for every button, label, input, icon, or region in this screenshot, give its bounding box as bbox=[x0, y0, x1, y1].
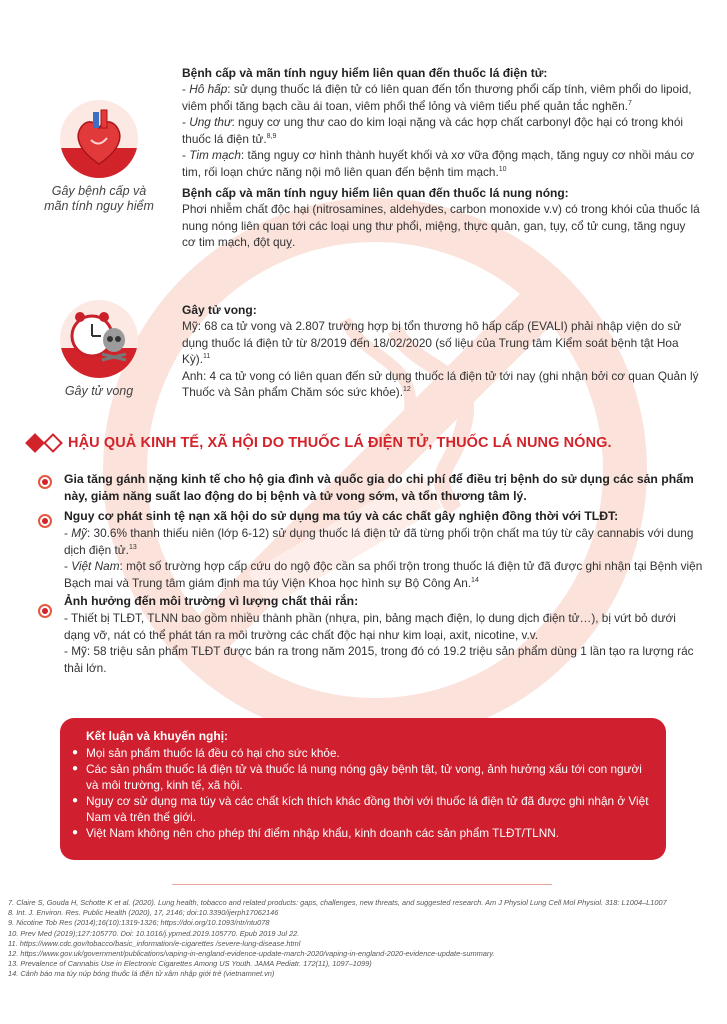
conclusion-item: ● Mọi sản phẩm thuốc lá đều có hại cho sức khỏe. bbox=[72, 745, 652, 761]
reference-item: 13. Prevalence of Cannabis Use in Electronic Cigarettes Among US Youth. JAMA Pediatr. 172(11), 1097–1099) bbox=[8, 959, 372, 969]
vn-cannabis-paragraph: - Việt Nam: một số trường hợp cấp cứu do ngộ độc cần sa phối trộn trong thuốc lá điện tử đã được ghi nhận tại Bệnh viện Bạch mai và Trung tâm giám định ma túy Viện Khoa học hình sự Bộ Công An.$^{14}$ bbox=[64, 559, 703, 590]
social-risk-heading: Nguy cơ phát sinh tệ nạn xã hội do sử dụng ma túy và các chất gây nghiện đồng thời với TLĐT: bbox=[64, 509, 619, 523]
device-waste-paragraph: - Thiết bị TLĐT, TLNN bao gồm nhiều thành phần (nhựa, pin, bảng mạch điện, lọ dung dịch điện tử…), bị vứt bỏ dưới dạng vỡ, nát có thể phát tán ra môi trường các chất độc hại như kim loại, axit, nicotine, v.v. bbox=[64, 611, 676, 642]
respiratory-paragraph: - Hô hấp: sử dụng thuốc lá điện tử có liên quan đến tổn thương phổi cấp tính, viêm phổi do lipoid, viêm phổi tăng bạch cầu ái toan, viêm phổi thể lỏng và viêm tiểu phế quản tắc nghẽn.$^7$ bbox=[182, 82, 692, 113]
bullet-icon bbox=[38, 604, 52, 618]
diamond-outline-icon bbox=[43, 433, 63, 453]
disease-section bbox=[182, 65, 700, 251]
bullet-icon bbox=[38, 475, 52, 489]
conclusion-item: ● Việt Nam không nên cho phép thí điểm nhập khẩu, kinh doanh các sản phẩm TLĐT/TLNN. bbox=[72, 825, 652, 841]
conclusion-list bbox=[72, 745, 652, 841]
environment-heading: Ảnh hưởng đến môi trường vì lượng chất thải rắn: bbox=[64, 594, 359, 608]
reference-item: 11. https://www.cdc.gov/tobacco/basic_information/e-cigarettes /severe-lung-disease.html bbox=[8, 938, 301, 948]
diamond-icon bbox=[25, 433, 45, 453]
conclusion-item: ● Nguy cơ sử dụng ma túy và các chất kích thích khác đồng thời với thuốc lá điện tử đã được ghi nhận ở Việt Nam và trên thế giới. bbox=[72, 793, 652, 825]
death-heading: Gây tử vong: bbox=[182, 303, 257, 317]
cancer-paragraph: - Ung thư: nguy cơ ung thư cao do kim loại nặng và các hợp chất carbonyl độc hại có trong khói thuốc lá điện tử.$^{8,9}$ bbox=[182, 115, 684, 146]
disease-icon-block bbox=[44, 100, 154, 214]
reference-item: 14. Cảnh báo ma túy núp bóng thuốc lá điện tử xâm nhập giới trẻ (vietnamnet.vn) bbox=[8, 969, 275, 979]
bullet-icon bbox=[38, 514, 52, 528]
us-death-paragraph: Mỹ: 68 ca tử vong và 2.807 trường hợp bị tổn thương hô hấp cấp (EVALI) phải nhập viện do sử dụng thuốc lá điện tử từ 8/2019 đến 18/02/2020 (số liệu của Trung tâm Kiểm soát bệnh tật Hoa Kỳ).$^{11}$ bbox=[182, 319, 682, 366]
death-caption: Gây tử vong bbox=[64, 384, 134, 398]
reference-item: 10. Prev Med (2019);127:105770. Doi: 10.1016/j.ypmed.2019.105770. Epub 2019 Jul 22. bbox=[8, 928, 300, 938]
references bbox=[8, 898, 708, 980]
economic-burden-item: Gia tăng gánh nặng kinh tế cho hộ gia đình và quốc gia do chi phí để điều trị bệnh do sử dụng các sản phẩm này, giảm năng suất lao động do bị bệnh và tử vong sớm, và tổn thương tâm lý. bbox=[64, 472, 694, 503]
reference-item: 7. Claire S, Gouda H, Schotte K et al. (2020). Lung health, tobacco and related products: gaps, challenges, new threats, and suggested research. Am J Physiol Lung Cell Mol Physiol. 318: L1004–L1007 bbox=[8, 898, 667, 907]
htp-disease-heading: Bệnh cấp và mãn tính nguy hiểm liên quan đến thuốc lá nung nóng: bbox=[182, 186, 569, 200]
consequences-section bbox=[64, 471, 704, 676]
conclusion-title: Kết luận và khuyến nghị: bbox=[86, 729, 229, 743]
cardio-paragraph: - Tim mạch: tăng nguy cơ hình thành huyết khối và xơ vữa động mạch, tăng nguy cơ nhồi máu cơ tim, rối loạn chức năng nội mô liên quan đến bệnh tim mạch.$^{10}$ bbox=[182, 148, 695, 179]
death-section bbox=[182, 302, 700, 401]
heart-icon bbox=[60, 100, 138, 178]
death-icon-block bbox=[44, 300, 154, 399]
ecig-disease-heading: Bệnh cấp và mãn tính nguy hiểm liên quan đến thuốc lá điện tử: bbox=[182, 66, 548, 80]
consequences-heading: HẬU QUẢ KINH TẾ, XÃ HỘI DO THUỐC LÁ ĐIỆN TỬ, THUỐC LÁ NUNG NÓNG. bbox=[28, 431, 707, 455]
us-waste-paragraph: - Mỹ: 58 triệu sản phẩm TLĐT được bán ra trong năm 2015, trong đó có 19.2 triệu sản phẩm dùng 1 lần tạo ra lượng rác thải lớn. bbox=[64, 644, 694, 675]
conclusion-item: ● Các sản phẩm thuốc lá điện tử và thuốc lá nung nóng gây bệnh tật, tử vong, ảnh hưởng xấu tới con người và môi trường, kinh tế, xã hội. bbox=[72, 761, 652, 793]
us-cannabis-paragraph: - Mỹ: 30.6% thanh thiếu niên (lớp 6-12) sử dụng thuốc lá điện tử đã từng phối trộn chất ma túy từ cây cannabis với dung dịch điện tử.$^{13}$ bbox=[64, 526, 694, 557]
reference-item: 12. https://www.gov.uk/government/publications/vaping-in-england-evidence-update-march-2020/vaping-in-england-2020-evidence-update-summary. bbox=[8, 949, 495, 959]
uk-death-paragraph: Anh: 4 ca tử vong có liên quan đến sử dụng thuốc lá điện tử tới nay (ghi nhận bởi cơ quan Quản lý Thuốc và Sản phẩm Chăm sóc sức khỏe).$^{12}$ bbox=[182, 368, 699, 399]
reference-item: 9. Nicotine Tob Res (2014);16(10):1319-1326; https://doi.org/10.1093/ntr/ntu078 bbox=[8, 918, 270, 928]
reference-item: 8. Int. J. Environ. Res. Public Health (2020), 17, 2146; doi:10.3390/ijerph17062146 bbox=[8, 908, 279, 918]
disease-caption: Gây bệnh cấp và mãn tính nguy hiểm bbox=[44, 184, 154, 213]
divider bbox=[172, 884, 552, 885]
htp-paragraph: Phơi nhiễm chất độc hại (nitrosamines, aldehydes, carbon monoxide v.v) có trong khói của thuốc lá nung nóng liên quan tới các loại ung thư phổi, miệng, thực quản, gan, tụy, cổ tử cung, tăng nguy cơ tim mạch, đột quỵ. bbox=[182, 202, 700, 249]
skull-clock-icon bbox=[60, 300, 138, 378]
conclusion-box bbox=[60, 718, 666, 860]
